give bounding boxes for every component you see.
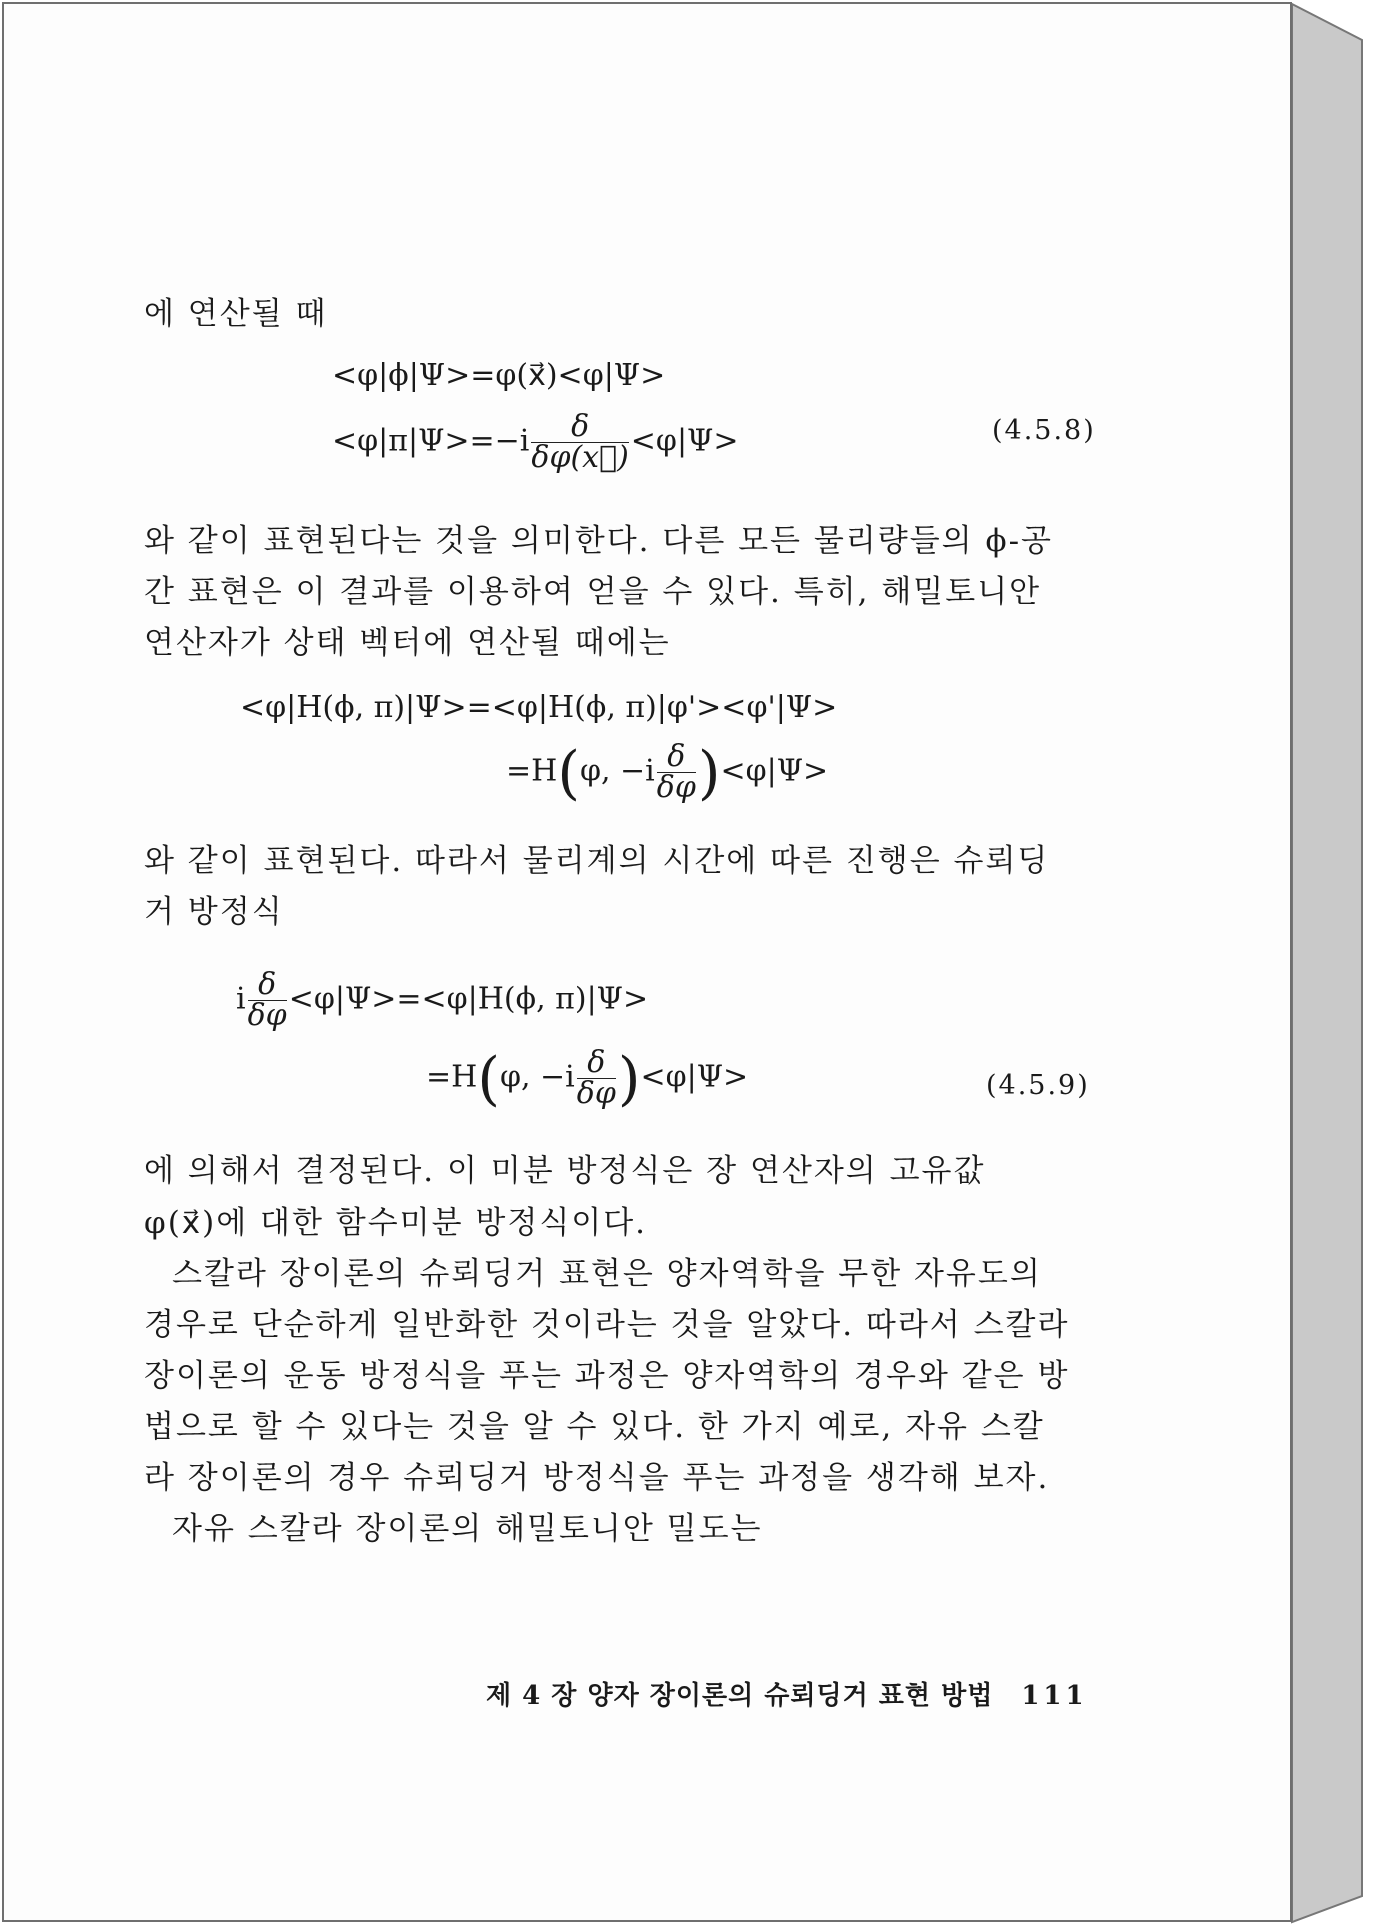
equation-number-4-5-8: (4.5.8) [992,415,1096,446]
eq-text: φ, −i [579,753,655,789]
text-line-e1: 스칼라 장이론의 슈뢰딩거 표현은 양자역학을 무한 자유도의 [172,1256,1042,1292]
left-paren: ( [557,738,580,807]
left-paren: ( [477,1044,500,1113]
right-paren: ) [617,1044,641,1113]
right-paren: ) [697,738,721,807]
eq-text: <φ|Ψ> [720,753,829,789]
text-line-c1: 와 같이 표현된다. 따라서 물리계의 시간에 따른 진행은 슈뢰딩 [144,843,1050,879]
eq-text: =H [426,1059,478,1095]
fraction-numerator: δ [531,412,628,443]
text-line-b1: 와 같이 표현된다는 것을 의미한다. 다른 모든 물리량들의 ϕ-공 [144,523,1053,559]
text-line-e5: 라 장이론의 경우 슈뢰딩거 방정식을 푸는 과정을 생각해 보자. [144,1460,1050,1496]
fraction-numerator: δ [657,742,696,773]
text-line-d2: φ(x⃗)에 대한 함수미분 방정식이다. [144,1205,648,1241]
equation-4-5-9-line1 [236,967,649,1033]
text-line-a1: 에 연산될 때 [144,296,328,332]
equation-number-4-5-9: (4.5.9) [986,1070,1090,1101]
fraction-denominator: δφ(x⃗) [531,440,629,475]
text-line-e4: 법으로 할 수 있다는 것을 알 수 있다. 한 가지 예로, 자유 스칼 [144,1409,1045,1445]
eq-text: <φ|Ψ> [640,1059,749,1095]
equation-4-5-8-line2 [332,409,739,475]
fraction-denominator: δφ [656,770,696,805]
eq-text: i [236,981,246,1017]
fraction [576,1045,616,1111]
hamiltonian-equation-line1: <φ|H(ϕ, π)|Ψ>=<φ|H(ϕ, π)|φ'><φ'|Ψ> [240,690,838,725]
fraction-numerator: δ [577,1048,616,1079]
eq-text: <φ|Ψ> [630,423,739,459]
eq-text: <φ|π|Ψ>=−i [332,423,530,459]
running-footer [486,1675,1088,1712]
text-line-b3: 연산자가 상태 벡터에 연산될 때에는 [144,625,671,661]
fraction [531,409,629,475]
text-line-e3: 장이론의 운동 방정식을 푸는 과정은 양자역학의 경우와 같은 방 [144,1358,1070,1394]
fraction [656,739,696,805]
page-number: 111 [1021,1681,1088,1711]
eq-text: <φ|Ψ>=<φ|H(ϕ, π)|Ψ> [288,981,649,1017]
fraction-denominator: δφ [576,1076,616,1111]
chapter-title: 제 4 장 양자 장이론의 슈뢰딩거 표현 방법 [486,1681,994,1711]
eq-text: =H [506,753,558,789]
fraction-denominator: δφ [247,998,287,1033]
text-line-d1: 에 의해서 결정된다. 이 미분 방정식은 장 연산자의 고유값 [144,1153,986,1189]
equation-4-5-9-line2 [426,1044,749,1113]
text-line-b2: 간 표현은 이 결과를 이용하여 얻을 수 있다. 특히, 해밀토니안 [144,574,1042,610]
fraction-numerator: δ [248,970,287,1001]
hamiltonian-equation-line2 [506,738,829,807]
text-line-e6: 자유 스칼라 장이론의 해밀토니안 밀도는 [172,1511,763,1547]
fraction [247,967,287,1033]
eq-text: φ, −i [499,1059,575,1095]
text-line-c2: 거 방정식 [144,894,284,930]
equation-4-5-8-line1: <φ|ϕ|Ψ>=φ(x⃗)<φ|Ψ> [332,358,666,393]
text-line-e2: 경우로 단순하게 일반화한 것이라는 것을 알았다. 따라서 스칼라 [144,1307,1070,1343]
